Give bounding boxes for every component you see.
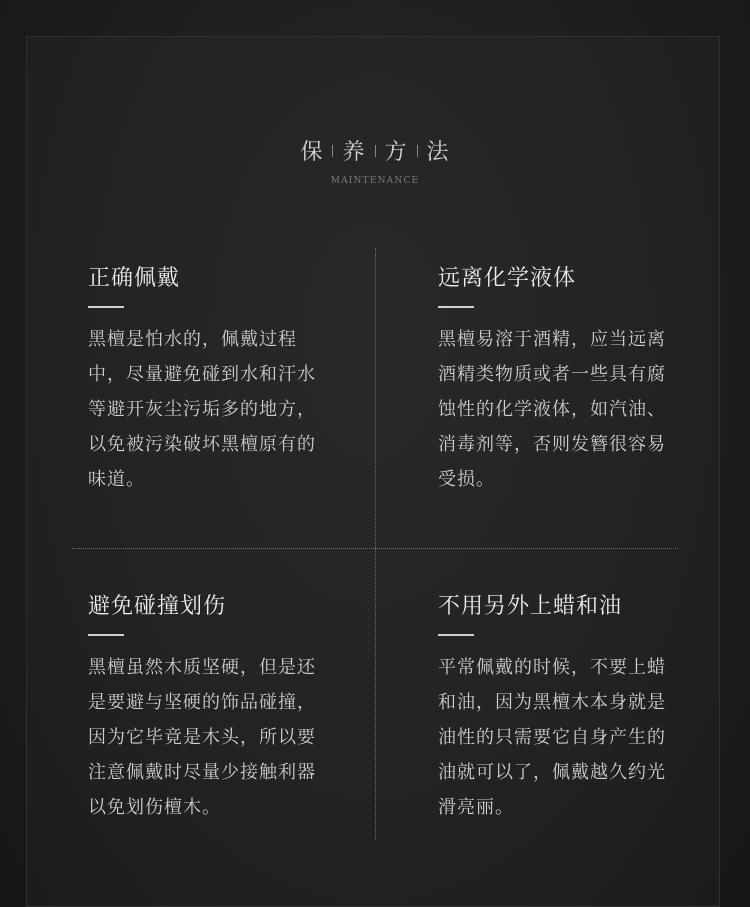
- tip-body: 黑檀虽然木质坚硬，但是还是要避与坚硬的饰品碰撞，因为它毕竟是木头，所以要注意佩戴时尽量少接触利器以免划伤檀木。: [88, 657, 316, 818]
- tip-card-no-wax-oil: [438, 592, 672, 825]
- title-separator: [332, 145, 333, 157]
- title-char: 保: [300, 140, 324, 165]
- tip-body: 平常佩戴的时候，不要上蜡和油，因为黑檀木本身就是油性的只需要它自身产生的油就可以了，佩戴越久约光滑亮丽。: [438, 657, 666, 818]
- tip-title: 不用另外上蜡和油: [438, 594, 623, 619]
- title-underline: [438, 306, 474, 308]
- horizontal-divider: [72, 548, 678, 549]
- title-char: 养: [342, 140, 366, 165]
- title-separator: [375, 145, 376, 157]
- tip-title: 避免碰撞划伤: [88, 594, 227, 619]
- tip-card-wear-correctly: [88, 264, 322, 497]
- tip-card-avoid-scratches: [88, 592, 322, 825]
- title-underline: [88, 634, 124, 636]
- tip-body: 黑檀易溶于酒精，应当远离酒精类物质或者一些具有腐蚀性的化学液体，如汽油、消毒剂等，否则发簪很容易受损。: [438, 329, 666, 490]
- tip-title: 远离化学液体: [438, 266, 577, 291]
- section-title: [0, 135, 750, 166]
- title-separator: [417, 145, 418, 157]
- section-subtitle: MAINTENANCE: [330, 176, 420, 186]
- tip-title: 正确佩戴: [88, 266, 181, 291]
- title-char: 法: [426, 140, 450, 165]
- title-underline: [438, 634, 474, 636]
- title-underline: [88, 306, 124, 308]
- tip-card-avoid-chemicals: [438, 264, 672, 497]
- title-char: 方: [384, 140, 408, 165]
- tip-body: 黑檀是怕水的，佩戴过程中，尽量避免碰到水和汗水等避开灰尘污垢多的地方，以免被污染破坏黑檀原有的味道。: [88, 329, 316, 490]
- vertical-divider: [375, 248, 376, 840]
